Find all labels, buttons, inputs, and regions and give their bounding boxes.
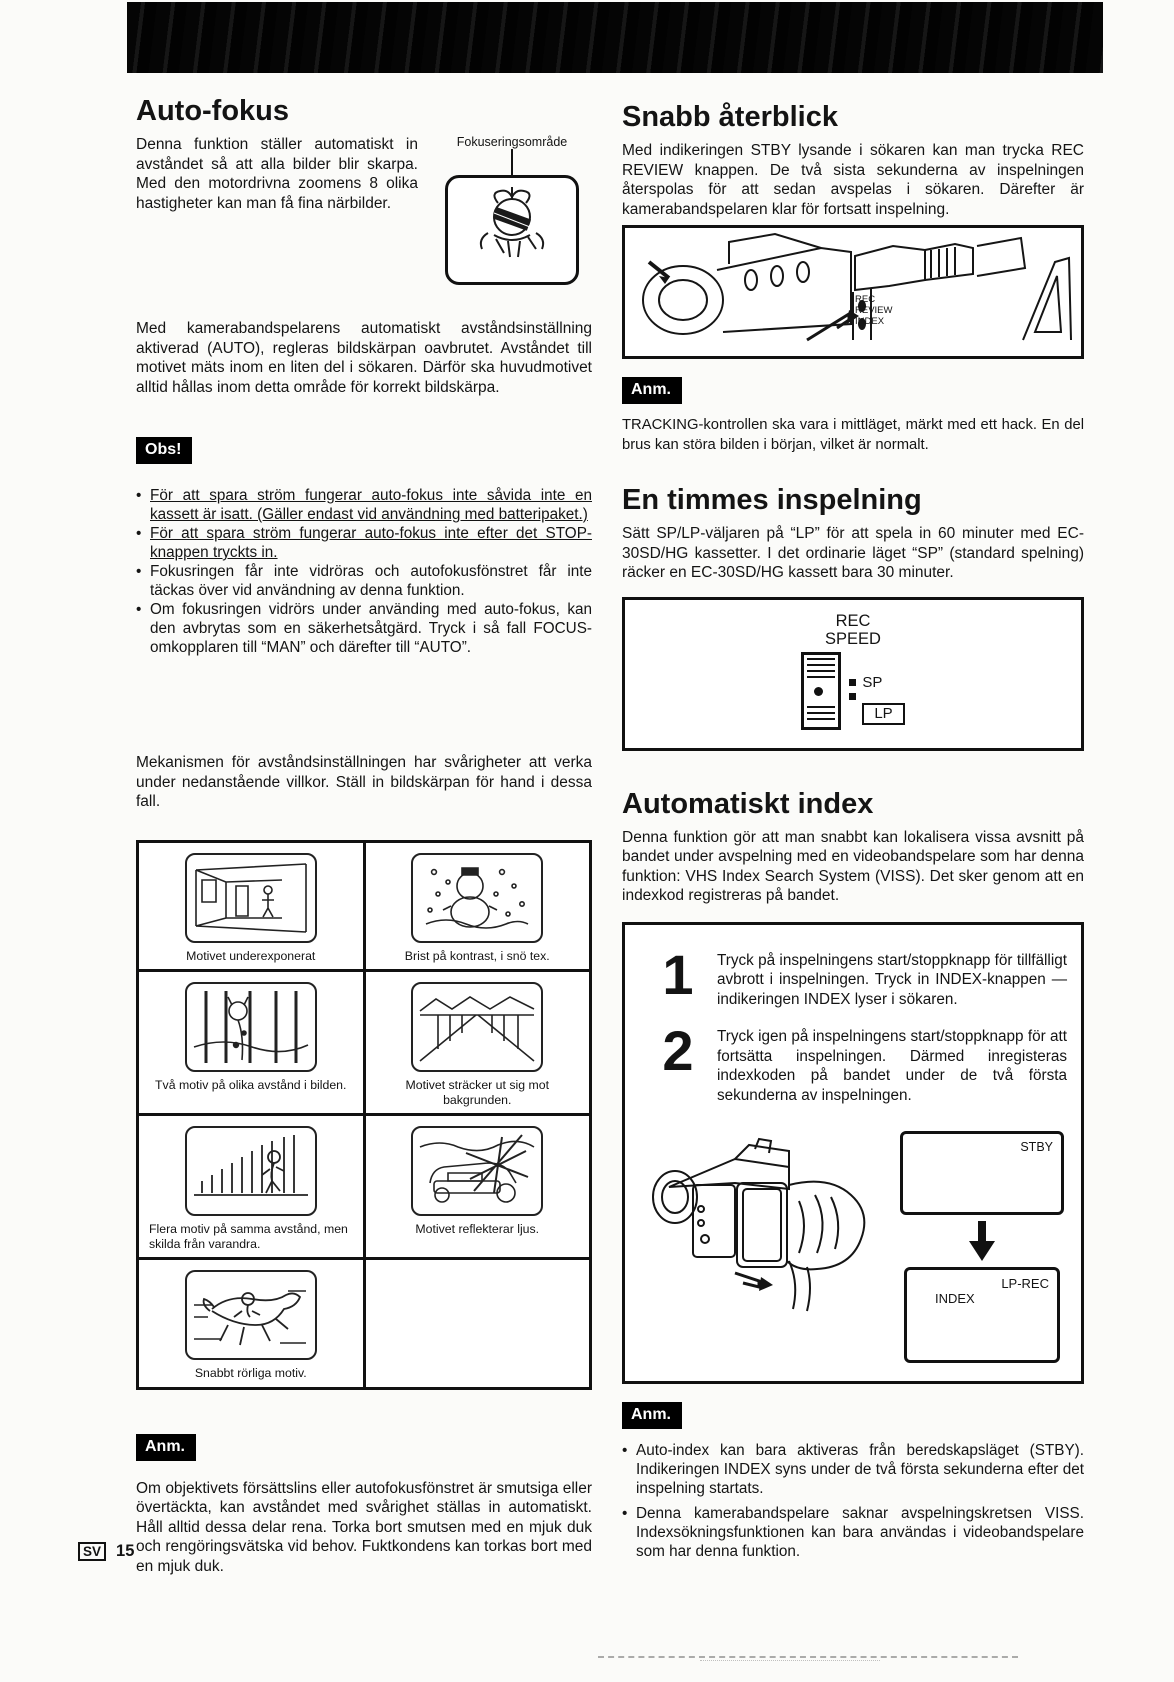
- rec-speed-figure-frame: [622, 597, 1084, 751]
- viewfinder-stby-box: [900, 1131, 1064, 1215]
- table-cell-two-distances: [138, 971, 365, 1115]
- step-2-text: Tryck igen på inspelningens start/stoppknapp för att fortsätta inspelningen. Därmed inregisteras indexkoden på bandet under de två första sekunderna av inspelningen.: [717, 1028, 1067, 1104]
- index-indicator: INDEX: [935, 1291, 975, 1306]
- table-row: [138, 971, 591, 1115]
- autoindex-anm-bullet-1: [622, 1441, 1084, 1498]
- switch-grip-top: [807, 658, 835, 678]
- sp-lp-switch: [801, 652, 841, 730]
- giraffe-behind-bars-illustration: [192, 989, 310, 1065]
- switch-indicator-dot: [814, 687, 823, 696]
- obs-bullet-1-text: För att spara ström fungerar auto-fokus inte såvida inte en kassett är isatt. (Gäller endast vid användning med batteripaket.): [150, 487, 592, 523]
- autoindex-anm-bullet-2: [622, 1504, 1084, 1561]
- rec-speed-title-line1: REC: [835, 611, 871, 630]
- anm-paragraph-left: Om objektivets försättslins eller autofokusfönstret är smutsiga eller övertäckta, kan avståndet med svårighet ställas in automatiskt. Håll alltid dessa delar rena. Torka bort smutsen med en mjuk duk och rengöringsvätska vid behov. Fuktkondens kan torkas bort med en mjuk duk.: [136, 1479, 592, 1575]
- road-illustration-frame: [411, 982, 543, 1072]
- index-camera-figure: [639, 1131, 1067, 1363]
- section-title-snabb-aterblick: Snabb återblick: [622, 101, 838, 133]
- left-column: [136, 96, 592, 1576]
- table-cell-separate-subjects: [138, 1115, 365, 1259]
- table-cell-underexposed: [138, 841, 365, 971]
- rec-speed-title-line2: SPEED: [825, 629, 881, 648]
- table-row: [138, 1259, 591, 1389]
- caption-fast-moving: Snabbt rörliga motiv.: [194, 1366, 307, 1380]
- difficult-conditions-table: [136, 840, 592, 1390]
- label-index: INDEX: [855, 316, 885, 327]
- reflecting-car-illustration: [418, 1133, 536, 1209]
- page-footer: [78, 1542, 134, 1561]
- underexposed-illustration-frame: [185, 853, 317, 943]
- step-1-row: [639, 942, 1067, 1010]
- fence-and-person-illustration: [192, 1133, 310, 1209]
- camcorder-hand-illustration-frame: [639, 1131, 897, 1363]
- car-illustration-frame: [411, 1126, 543, 1216]
- focus-area-figure-label: Fokuseringsområde: [456, 135, 568, 149]
- switch-labels: [849, 652, 904, 725]
- autofokus-intro-row: [136, 135, 592, 285]
- scan-artifact-line-2: [700, 1660, 880, 1661]
- table-cell-low-contrast: [364, 841, 591, 971]
- autofokus-paragraph-2: Med kamerabandspelarens automatiskt avståndsinställning aktiverad (AUTO), regleras bildskärpan oavbrutet. Avståndet till motivet mäts inom en liten del i sökaren. Därför ska huvudmotivet alltid hållas inom detta område för korrekt bildskärpa.: [136, 320, 592, 396]
- caption-two-distances: Två motiv på olika avstånd i bilden.: [155, 1078, 347, 1092]
- table-cell-reflective-subject: [364, 1115, 591, 1259]
- obs-label: Obs!: [136, 437, 192, 464]
- step-2-number: 2: [662, 1019, 694, 1082]
- table-cell-empty: [364, 1259, 591, 1389]
- scan-artifact-line: [598, 1656, 1018, 1658]
- lprec-indicator: LP-REC: [1001, 1276, 1049, 1291]
- label-review: REVIEW: [855, 305, 893, 316]
- autoindex-anm-bullet-2-text: Denna kamerabandspelare saknar avspelningskretsen VISS. Indexsökningsfunktionen kan bara användas i videobandspelare som har denna funktion.: [636, 1505, 1084, 1560]
- page-top-scan-band: [127, 2, 1103, 73]
- section-title-autofokus: Auto-fokus: [136, 95, 290, 127]
- fence-illustration-frame: [185, 1126, 317, 1216]
- lp-label: LP: [874, 704, 893, 722]
- racing-horse-illustration: [192, 1277, 310, 1353]
- obs-bullet-4-text: Om fokusringen vidrörs under använding med auto-fokus, kan den avbrytas som en säkerhetsåtgärd. Tryck i så fall FOCUS-omkopplaren till “MAN” och därefter till “AUTO”.: [150, 601, 592, 656]
- camcorder-rec-review-illustration: [625, 228, 1081, 350]
- anm-label-snabb: Anm.: [622, 377, 682, 404]
- sp-tick: [849, 679, 856, 686]
- rec-review-figure-frame: [622, 225, 1084, 359]
- autofokus-paragraph-3: Mekanismen för avståndsinställningen har svårigheter att verka under nedanstående villkor. Ställ in bildskärpan för hand i dessa fall.: [136, 754, 592, 810]
- section-title-en-timmes: En timmes inspelning: [622, 484, 922, 516]
- caption-stretching-subject: Motivet sträcker ut sig mot bakgrunden.: [405, 1078, 549, 1107]
- autoindex-anm-bullet-1-text: Auto-index kan bara aktiveras från beredskapsläget (STBY). Indikeringen INDEX syns under de två första sekunderna efter det inspelning startats.: [636, 1442, 1084, 1497]
- lp-tick: [849, 693, 856, 700]
- table-row: [138, 841, 591, 971]
- anm-label-left: Anm.: [136, 1434, 196, 1461]
- horse-illustration-frame: [185, 1270, 317, 1360]
- sp-label: SP: [862, 673, 883, 691]
- section-title-automatiskt-index: Automatiskt index: [622, 787, 874, 820]
- snowman-illustration: [418, 860, 536, 936]
- rec-speed-title: [825, 612, 881, 648]
- index-steps-box: [622, 922, 1084, 1385]
- camcorder-hand-illustration: [639, 1131, 889, 1321]
- entimmes-intro-paragraph: Sätt SP/LP-väljaren på “LP” för att spela in 60 minuter med EC-30SD/HG kassetter. I det ordinarie läget “SP” (standard spelning) räcker en EC-30SD/HG kassett bara 30 minuter.: [622, 525, 1084, 581]
- caption-separate-subjects: Flera motiv på samma avstånd, men skilda från varandra.: [149, 1222, 348, 1251]
- page-number: 15: [116, 1542, 135, 1560]
- anm-label-autoindex: Anm.: [622, 1402, 682, 1429]
- caption-underexposed: Motivet underexponerat: [186, 948, 316, 963]
- label-rec: REC: [855, 294, 876, 305]
- step-1-number: 1: [662, 942, 694, 1006]
- caption-reflective-subject: Motivet reflekterar ljus.: [415, 1222, 540, 1236]
- viewfinder-indicator-flow: [903, 1131, 1061, 1363]
- road-illustration: [418, 989, 536, 1065]
- lp-label-box: [862, 703, 904, 725]
- cage-illustration-frame: [185, 982, 317, 1072]
- obs-bullet-3-text: Fokusringen får inte vidröras och autofokusfönstret får inte täckas över vid användning av denna funktion.: [150, 563, 592, 599]
- doll-illustration: [458, 187, 566, 273]
- autoindex-intro-paragraph: Denna funktion gör att man snabbt kan lokalisera vissa avsnitt på bandet under avspelning med en videobandspelare som har denna funktion: VHS Index Search System (VISS). Det sker genom att en indexkod registreras på bandet.: [622, 828, 1084, 904]
- right-column: [622, 102, 1084, 1561]
- room-illustration: [192, 860, 310, 936]
- stby-indicator: STBY: [1020, 1140, 1053, 1154]
- down-arrow-icon: [969, 1221, 995, 1261]
- focus-area-pointer-line: [511, 149, 513, 175]
- rec-speed-figure: [625, 600, 1081, 730]
- rec-review-index-labels: [855, 294, 892, 327]
- snow-illustration-frame: [411, 853, 543, 943]
- obs-bullet-2-text: För att spara ström fungerar auto-fokus inte efter det STOP-knappen tryckts in.: [150, 525, 592, 561]
- switch-grip-bottom: [807, 706, 835, 724]
- autofokus-intro-paragraph: Denna funktion ställer automatiskt in avståndet så att alla bilder blir skarpa. Med den motordrivna zoomens 8 olika hastigheter kan man få fina närbilder.: [136, 136, 418, 212]
- obs-bullet-3: [136, 562, 592, 600]
- step-2-row: [639, 1019, 1067, 1105]
- snabb-intro-paragraph: Med indikeringen STBY lysande i sökaren kan man trycka REC REVIEW knappen. De två sista sekunderna av inspelningen återspolas för att sedan avspelas i sökaren. Därefter är kamerabandspelaren klar för fortsatt inspelning.: [622, 142, 1084, 218]
- step-1-text: Tryck på inspelningens start/stoppknapp för tillfälligt avbrott i inspelningen. Tryck in INDEX-knappen — indikeringen INDEX lyser i sökaren.: [717, 951, 1067, 1008]
- obs-bullet-1: [136, 486, 592, 524]
- obs-bullet-list: [136, 486, 592, 657]
- anm-paragraph-snabb: TRACKING-kontrollen ska vara i mittläget, märkt med ett hack. En del brus kan störa bilden i början, vilket är normalt.: [622, 417, 1084, 453]
- language-badge: SV: [78, 1542, 106, 1561]
- viewfinder-lprec-index-box: [904, 1267, 1060, 1363]
- obs-bullet-4: [136, 600, 592, 657]
- table-cell-stretching-subject: [364, 971, 591, 1115]
- doll-illustration-frame: [445, 175, 579, 285]
- table-row: [138, 1115, 591, 1259]
- obs-bullet-2: [136, 524, 592, 562]
- caption-low-contrast: Brist på kontrast, i snö tex.: [404, 948, 550, 963]
- table-cell-fast-moving: [138, 1259, 365, 1389]
- focus-area-figure: [432, 135, 592, 285]
- autoindex-anm-bullets: [622, 1441, 1084, 1561]
